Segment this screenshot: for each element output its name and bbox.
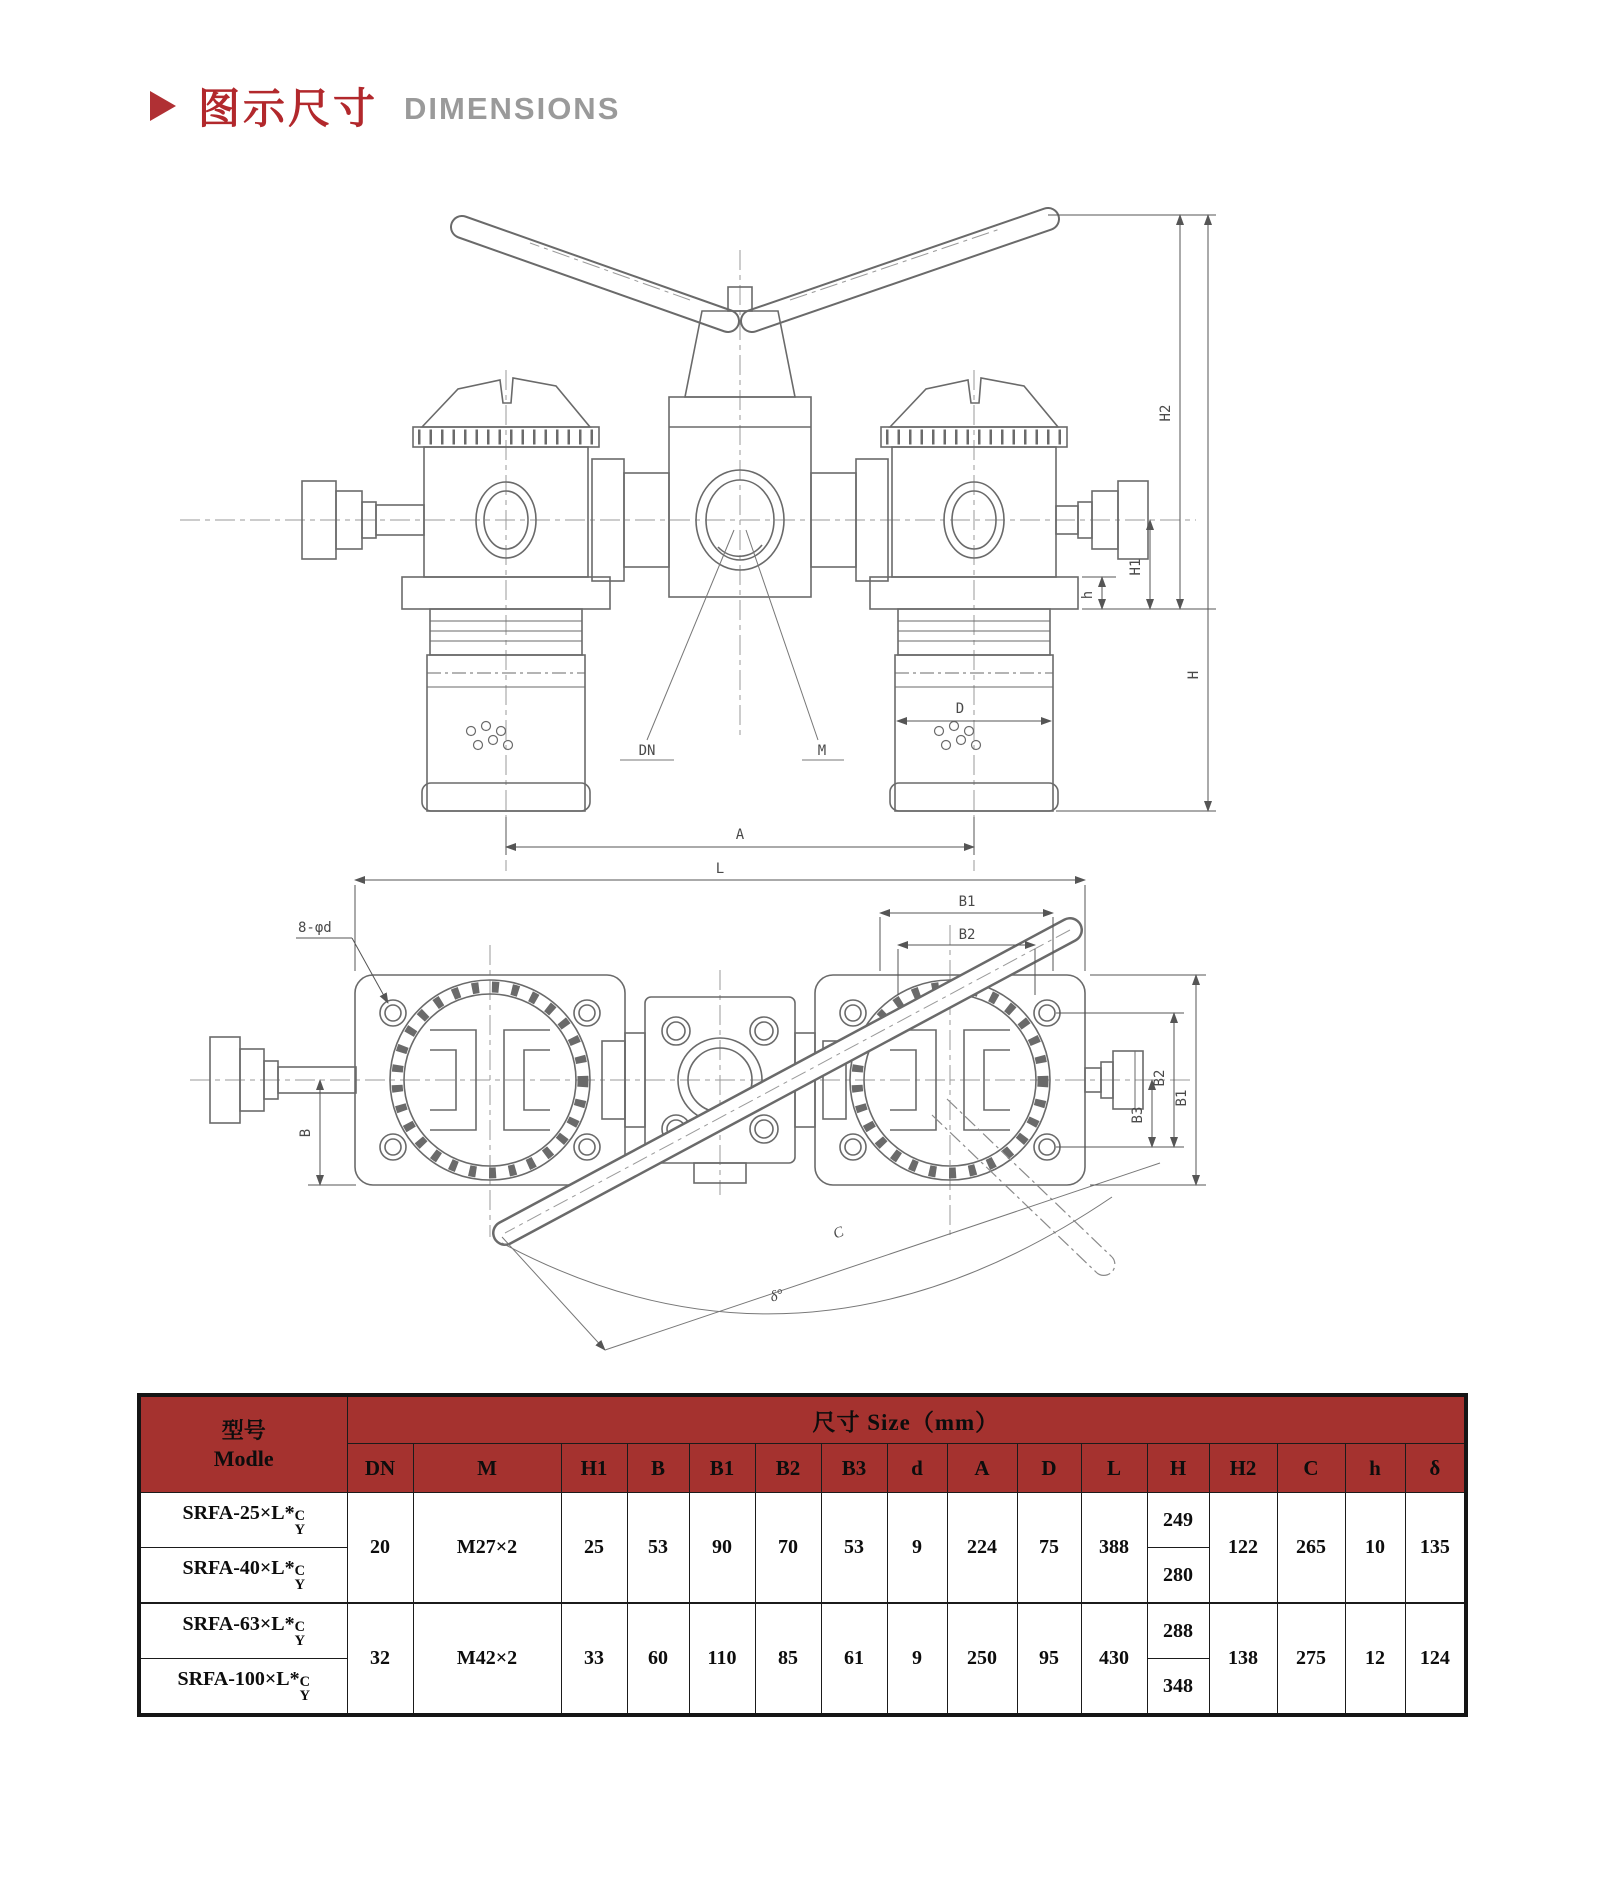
dim-value-m: M27×2 xyxy=(413,1493,561,1604)
dim-value-b1: 110 xyxy=(689,1603,755,1715)
size-header: 尺寸 Size（mm） xyxy=(347,1395,1466,1444)
col-header-h1: H1 xyxy=(561,1444,627,1493)
col-header-l: L xyxy=(1081,1444,1147,1493)
bolt-count-label: 8-φd xyxy=(298,920,332,936)
dim-label-b1-top: B1 xyxy=(958,894,976,910)
dim-value-b3: 61 xyxy=(821,1603,887,1715)
dim-value-delta: 124 xyxy=(1405,1603,1466,1715)
col-header-a: A xyxy=(947,1444,1017,1493)
dim-value-dd: 95 xyxy=(1017,1603,1081,1715)
model-name: SRFA-25×L* C Y xyxy=(139,1493,347,1548)
dim-value-h-first: 249 xyxy=(1147,1493,1209,1548)
dim-value-h1: 33 xyxy=(561,1603,627,1715)
col-header-b1: B1 xyxy=(689,1444,755,1493)
dim-value-b1: 90 xyxy=(689,1493,755,1604)
dim-value-delta: 135 xyxy=(1405,1493,1466,1604)
plan-view-svg xyxy=(150,845,1220,1390)
col-header-c: C xyxy=(1277,1444,1345,1493)
dim-label-l: L xyxy=(715,861,725,877)
col-header-m: M xyxy=(413,1444,561,1493)
col-header-b: B xyxy=(627,1444,689,1493)
dim-value-h-second: 280 xyxy=(1147,1548,1209,1604)
dim-label-delta: δ° xyxy=(768,1286,786,1306)
dim-label-h-small: h xyxy=(1080,590,1096,600)
dim-value-l: 388 xyxy=(1081,1493,1147,1604)
dim-label-h-total: H xyxy=(1186,670,1202,680)
dim-value-dn: 32 xyxy=(347,1603,413,1715)
dim-value-d: 9 xyxy=(887,1603,947,1715)
dim-value-dn: 20 xyxy=(347,1493,413,1604)
dim-label-d: D xyxy=(955,701,965,717)
front-view-svg xyxy=(150,175,1220,875)
col-header-b3: B3 xyxy=(821,1444,887,1493)
dim-label-a: A xyxy=(735,827,745,843)
col-header-h2: H2 xyxy=(1209,1444,1277,1493)
page-title-zh: 图示尺寸 xyxy=(198,85,379,132)
dim-value-b: 53 xyxy=(627,1493,689,1604)
model-name: SRFA-100×L* C Y xyxy=(139,1659,347,1716)
dim-label-b2-top: B2 xyxy=(958,927,976,943)
dimensions-table xyxy=(137,1393,1468,1717)
dim-label-m: M xyxy=(817,743,827,759)
dim-value-b3: 53 xyxy=(821,1493,887,1604)
dim-value-h-first: 288 xyxy=(1147,1603,1209,1659)
model-suffix-stack: C Y xyxy=(294,1618,306,1650)
col-header-hs: h xyxy=(1345,1444,1405,1493)
col-header-b2: B2 xyxy=(755,1444,821,1493)
dim-value-h2: 138 xyxy=(1209,1603,1277,1715)
model-header-zh: 型号 xyxy=(221,1418,266,1443)
section-marker-icon xyxy=(150,91,176,121)
dim-value-a: 224 xyxy=(947,1493,1017,1604)
left-filter-front xyxy=(302,378,669,811)
model-suffix-stack: C Y xyxy=(299,1673,311,1705)
model-header-en: Modle xyxy=(213,1445,274,1471)
dimensions-table-wrap xyxy=(137,1393,1468,1717)
dim-value-c: 265 xyxy=(1277,1493,1345,1604)
front-dimensions xyxy=(506,215,1216,855)
col-header-h: H xyxy=(1147,1444,1209,1493)
dim-value-l: 430 xyxy=(1081,1603,1147,1715)
front-view-drawing xyxy=(150,175,1220,875)
plan-view-drawing xyxy=(150,845,1220,1390)
dim-label-h1: H1 xyxy=(1128,558,1144,576)
model-column-header xyxy=(139,1395,347,1493)
front-handles xyxy=(462,219,1048,321)
page-title-en: DIMENSIONS xyxy=(404,91,621,126)
dim-value-h1: 25 xyxy=(561,1493,627,1604)
col-header-dd: D xyxy=(1017,1444,1081,1493)
col-header-d: d xyxy=(887,1444,947,1493)
dim-label-b1-right: B1 xyxy=(1174,1089,1190,1107)
model-name: SRFA-40×L* C Y xyxy=(139,1548,347,1604)
dim-value-c: 275 xyxy=(1277,1603,1345,1715)
dim-value-b: 60 xyxy=(627,1603,689,1715)
dim-label-b2-right: B2 xyxy=(1152,1069,1168,1087)
dim-value-hs: 10 xyxy=(1345,1493,1405,1604)
dim-value-d: 9 xyxy=(887,1493,947,1604)
col-header-dn: DN xyxy=(347,1444,413,1493)
dim-label-c: C xyxy=(831,1224,847,1243)
dim-value-h-second: 348 xyxy=(1147,1659,1209,1716)
dim-label-b: B xyxy=(298,1128,314,1138)
right-filter-front xyxy=(811,378,1148,811)
front-centerlines xyxy=(180,250,1196,871)
model-name: SRFA-63×L* C Y xyxy=(139,1603,347,1659)
dim-label-dn: DN xyxy=(638,743,656,759)
model-suffix-stack: C Y xyxy=(294,1507,306,1539)
dim-value-hs: 12 xyxy=(1345,1603,1405,1715)
dim-label-b3-right: B3 xyxy=(1130,1106,1146,1124)
dim-value-m: M42×2 xyxy=(413,1603,561,1715)
dim-value-a: 250 xyxy=(947,1603,1017,1715)
dim-value-b2: 70 xyxy=(755,1493,821,1604)
dim-value-dd: 75 xyxy=(1017,1493,1081,1604)
dim-label-h2: H2 xyxy=(1158,404,1174,422)
col-header-delta: δ xyxy=(1405,1444,1466,1493)
model-suffix-stack: C Y xyxy=(294,1562,306,1594)
dim-value-b2: 85 xyxy=(755,1603,821,1715)
dim-value-h2: 122 xyxy=(1209,1493,1277,1604)
page-header xyxy=(150,78,620,134)
